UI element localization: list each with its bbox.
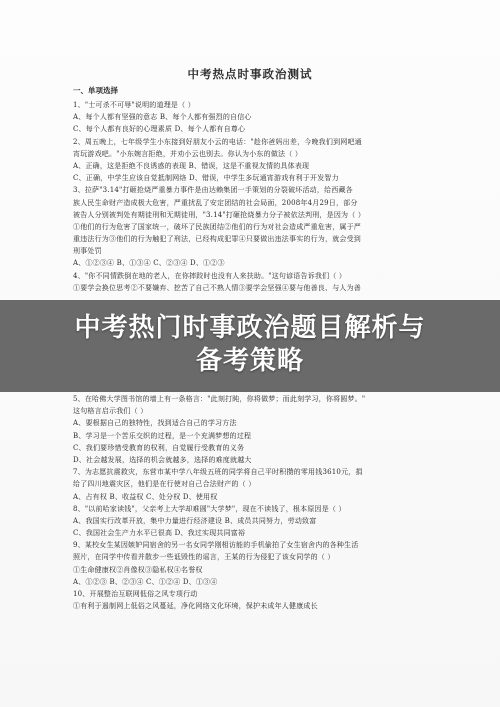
text-line: A、①②③ B、②③④ C、①②④ D、①③④: [73, 577, 218, 586]
text-line: 3、拉萨"3.14"打砸抢烧严重暴力事件是由达赖集团一手策划的分裂破坏活动，给西藏各: [73, 186, 353, 195]
text-line: ①要学会换位思考②不要嫌弃、挖苦了自己不熟人情③要学会坚强④要与他善良、与人为善: [73, 283, 361, 292]
text-line: C、正确，中学生应该自觉抵制网络 D、错误，中学生多玩通宵游戏有利于开发智力: [73, 174, 339, 183]
question-text-block-top: [73, 99, 443, 294]
document-title: 中考热点时事政治测试: [187, 67, 313, 81]
text-line: A、要根据自己的独特性，找到适合自己的学习方法: [73, 419, 237, 428]
text-line: 照片，在同学中传看并散步一些诋毁性的谣言，王某的行为侵犯了该女同学的（ ）: [73, 553, 335, 562]
text-line: 10、开展整治互联网低俗之风专项行动: [73, 590, 198, 598]
text-line: B、学习是一个苦乐交织的过程，是一个充满梦想的过程: [73, 431, 252, 440]
text-line: A、①②③④ B、①③④ C、②③④ D、①②③: [73, 259, 225, 268]
question-text-block-bottom: [73, 393, 443, 612]
text-line: 2、周五晚上，七年级学生小东接到好朋友小云的电话："趁你爸妈出差，今晚我们到网吧通: [73, 137, 362, 146]
text-line: A、我国实行改革开放，集中力量进行经济建设 B、成员共同努力，劳动致富: [73, 516, 317, 525]
text-line: D、社会越发展，选择的机会就越多，选择的难度就越大: [73, 455, 252, 464]
text-line: 7、为志愿抗震救灾，东营市某中学八年级五班的同学将自己平时积攒的零用钱3610元，捐: [73, 468, 363, 477]
text-line: A、正确，这是拒绝不良诱惑的表现 B、错误，这是不重视友情的具体表现: [73, 161, 310, 170]
text-line: 重违法行为③他们的行为触犯了刑法，已经构成犯罪④只要做出违法事实的行为，就会受到: [73, 235, 361, 244]
text-line: 这句格言启示我们（ ）: [73, 407, 148, 416]
text-line: C、我国社会生产力水平已很高 D、我过实现共同富裕: [73, 529, 246, 538]
text-line: 8、"以前哈家读钱"，父亲考上大学却难圆"大学梦"，现在不读钱了，根本原因是（ ）: [73, 504, 346, 513]
text-line: 给了四川地震灾区，他们是在行使对自己合法财产的（ ）: [73, 480, 256, 489]
text-line: 宵玩游戏吧。"小东婉言拒绝，并劝小云也别去。你认为小东的做法（ ）: [73, 149, 303, 158]
text-line: C、每个人都有良好的心理素质 D、每个人都有自尊心: [73, 125, 246, 134]
text-line: A、每个人都有坚强的意志 B、每个人都有强烈的自信心: [73, 113, 252, 122]
text-line: 4、"你不同情跌倒在地的老人，在你摔跤时也没有人来扶助。"这句谚语告诉我们（ ）: [73, 271, 347, 280]
text-line: ①生命健康权②肖像权③隐私权④名誉权: [73, 565, 203, 574]
text-line: ①有利于遏制网上低俗之风蔓延，净化网络文化环境，保护未成年人健康成长: [73, 602, 318, 611]
text-line: 9、某校女生某因嫉妒同宿舍的另一名女同学刚相访能的手机偷拍了女生宿舍内的各种生活: [73, 541, 359, 550]
text-line: 被告人分别被判处有期徒刑和无期徒刑，"3.14"打砸抢烧暴力分子被依法判刑，是因为（ ）: [73, 210, 366, 219]
text-line: A、占有权 B、收益权 C、处分权 D、使用权: [73, 492, 218, 501]
text-line: 5、在哈佛大学图书馆的墙上有一条格言："此刻打盹，你将做梦；而此刻学习，你将圆梦。": [73, 395, 366, 403]
text-line: ①他们的行为危害了国家统一，破坏了民族团结②他们的行为对社会造成严重危害，属于严: [73, 222, 361, 231]
section-title: 一、单项选择: [73, 86, 118, 95]
overlay-title-line-1: 中考热门时事政治题目解析与: [74, 313, 426, 343]
text-line: 1、"士可杀不可辱"说明的道理是（ ）: [73, 101, 195, 109]
overlay-title: [0, 312, 500, 378]
text-line: C、我们要珍惜受教育的权利，自觉履行受教育的义务: [73, 443, 245, 452]
text-line: 族人民生命财产造成极大危害，严重扰乱了安定团结的社会局面，2008年4月29日，部分: [73, 198, 358, 207]
overlay-title-line-2: 备考策略: [195, 346, 304, 376]
text-line: 刑事处罚: [73, 247, 102, 256]
